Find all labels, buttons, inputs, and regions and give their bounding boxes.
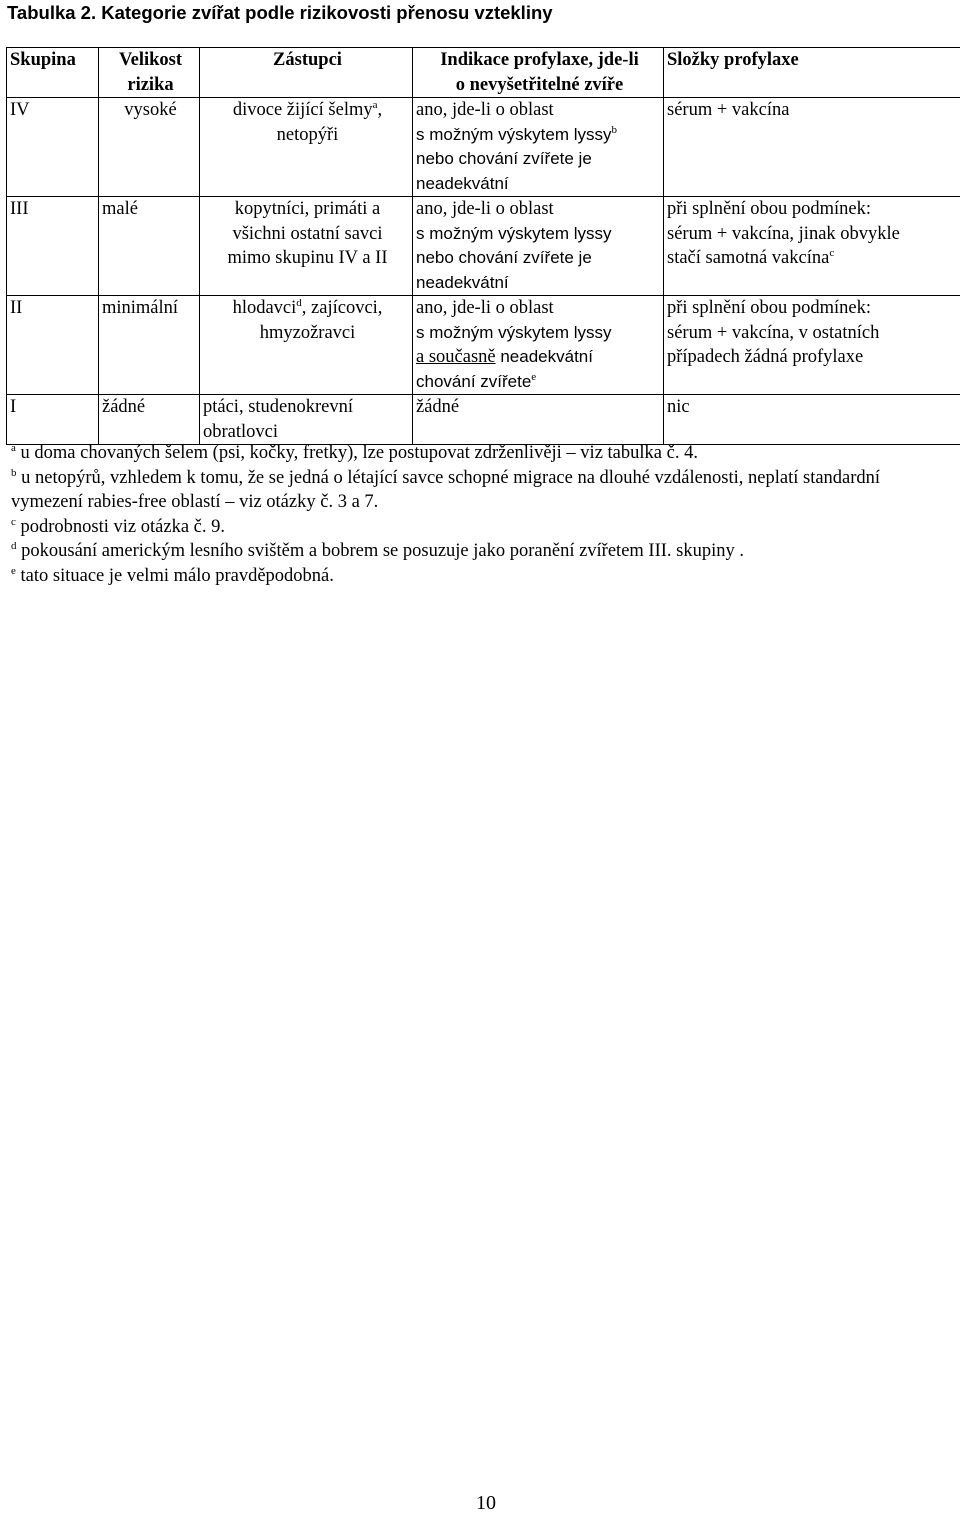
header-indikace: Indikace profylaxe, jde-li o nevyšetřitelné zvíře xyxy=(413,48,664,98)
page-number: 10 xyxy=(476,1492,496,1514)
footnotes xyxy=(11,441,951,588)
cell-zastupci: kopytníci, primáti a všichni ostatní savci mimo skupinu IV a II xyxy=(200,197,413,296)
cell-slozky: při splnění obou podmínek: sérum + vakcína, jinak obvykle stačí samotná vakcína$^c$ xyxy=(664,197,960,296)
cell-indikace: ano, jde-li o oblast s možným výskytem lyssy a současně neadekvátní chování zvířete$^e$ xyxy=(413,296,664,395)
cell-riziko: minimální xyxy=(99,296,200,395)
footnote-e: $^e$ tato situace je velmi málo pravděpodobná. xyxy=(11,564,334,586)
header-skupina: Skupina xyxy=(7,48,99,98)
table-row-ii xyxy=(7,296,960,395)
cell-skupina: I xyxy=(7,395,99,445)
footnote-d: $^d$ pokousání americkým lesního svištěm a bobrem se posuzuje jako poranění zvířetem III. skupiny . xyxy=(11,539,744,561)
cell-riziko: žádné xyxy=(99,395,200,445)
table-row-iv xyxy=(7,98,960,197)
header-zastupci: Zástupci xyxy=(200,48,413,98)
risk-category-table xyxy=(6,47,960,445)
table-row-i xyxy=(7,395,960,445)
cell-riziko: malé xyxy=(99,197,200,296)
cell-slozky: sérum + vakcína xyxy=(664,98,960,197)
cell-zastupci: divoce žijící šelmy$^a$, netopýři xyxy=(200,98,413,197)
cell-skupina: II xyxy=(7,296,99,395)
footnote-c: $^c$ podrobnosti viz otázka č. 9. xyxy=(11,515,225,537)
header-slozky: Složky profylaxe xyxy=(664,48,960,98)
table-row-iii xyxy=(7,197,960,296)
table-header-row xyxy=(7,48,960,98)
cell-skupina: IV xyxy=(7,98,99,197)
footnote-a: $^a$ u doma chovaných šelem (psi, kočky, fretky), lze postupovat zdrženlivěji – viz tabulka č. 4. xyxy=(11,441,698,463)
cell-slozky: při splnění obou podmínek: sérum + vakcína, v ostatních případech žádná profylaxe xyxy=(664,296,960,395)
cell-zastupci: ptáci, studenokrevní obratlovci xyxy=(200,395,413,445)
cell-zastupci: hlodavci$^d$, zajícovci, hmyzožravci xyxy=(200,296,413,395)
table-title: Tabulka 2. Kategorie zvířat podle rizikovosti přenosu vztekliny xyxy=(7,2,553,23)
header-velikost-rizika: Velikost rizika xyxy=(99,48,200,98)
cell-skupina: III xyxy=(7,197,99,296)
cell-riziko: vysoké xyxy=(99,98,200,197)
cell-indikace: žádné xyxy=(413,395,664,445)
cell-indikace: ano, jde-li o oblast s možným výskytem lyssy nebo chování zvířete je neadekvátní xyxy=(413,197,664,296)
cell-indikace: ano, jde-li o oblast s možným výskytem lyssy$^b$ nebo chování zvířete je neadekvátní xyxy=(413,98,664,197)
cell-slozky: nic xyxy=(664,395,960,445)
footnote-b: $^b$ u netopýrů, vzhledem k tomu, že se jedná o létající savce schopné migrace na dlouhé vzdálenosti, neplatí standardní vymezení rabies-free oblastí – viz otázky č. 3 a 7. xyxy=(11,466,881,512)
